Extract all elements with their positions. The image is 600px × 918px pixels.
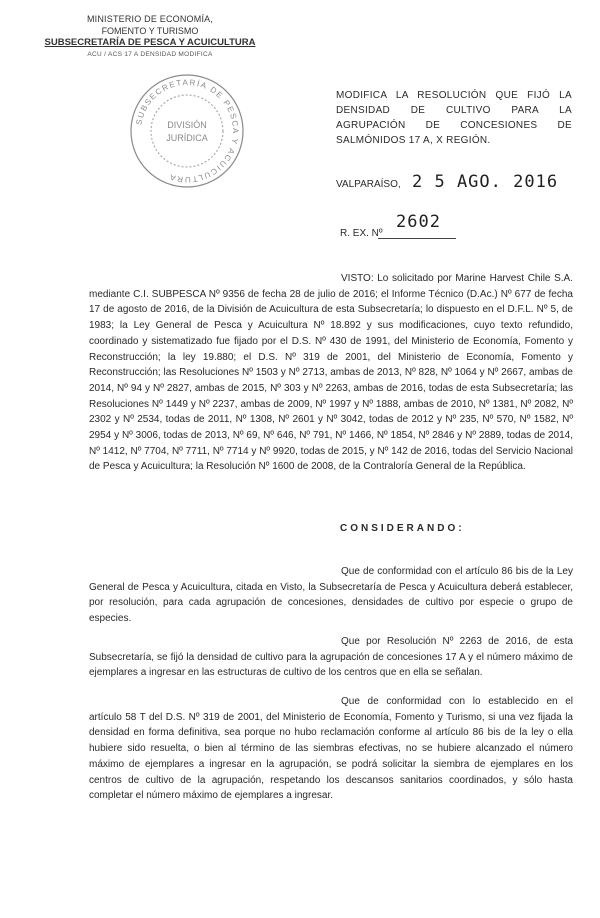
resolution-number-block [336, 212, 516, 240]
considerando-p2-text: Que por Resolución Nº 2263 de 2016, de esta Subsecretaría, se fijó la densidad de cultivo para la agrupación de concesiones 17 A y el número máximo de ejemplares a ingresar en las estructuras de cultivo de los centros que en ella se señalan. [89, 636, 573, 679]
resolution-number-label: R. EX. Nº [340, 228, 383, 239]
svg-text:SUBSECRETARÍA DE PESCA Y ACUIC [134, 78, 240, 184]
visto-lead: VISTO: [341, 273, 374, 284]
considerando-p3-text: Que de conformidad con lo establecido en el artículo 58 T del D.S. Nº 319 de 2001, del Ministerio de Economía, Fomento y Turismo, si una vez fijada la densidad en forma definitiva, sea porque no hubo reclamación conforme al artículo 86 bis de la ley o ella hubiere sido resuelta, o bien al término de las siembras efectivas, no se hubiere alcanzado el número máximo de ejemplares a ingresar en la agrupación, se podrá solicitar la siembra de ejemplares en los centros de cultivo de la agrupación, respetando los descansos sanitarios coordinados, y sólo hasta completar el número máximo de ejemplares a ingresar. [89, 696, 573, 802]
resolution-number-underline [378, 238, 456, 239]
division-stamp [126, 70, 248, 192]
considerando-p1-text: Que de conformidad con el artículo 86 bis de la Ley General de Pesca y Acuicultura, citada en Visto, la Subsecretaría de Pesca y Acuicultura deberá establecer, por resolución, para cada agrupación de concesiones, densidades de cultivo por especie o grupo de especies. [89, 566, 573, 625]
stamp-ring-text: SUBSECRETARÍA DE PESCA Y ACUICULTURA [134, 77, 241, 185]
visto-text: Lo solicitado por Marine Harvest Chile S.A. mediante C.I. SUBPESCA Nº 9356 de fecha 28 de julio de 2016; el Informe Técnico (D.Ac.) Nº 677 de fecha 17 de agosto de 2016, de la División de Acuicultura de esta Subsecretaría; lo dispuesto en el D.F.L. Nº 5, de 1983; la Ley General de Pesca y Acuicultura Nº 18.892 y sus modificaciones, cuyo texto refundido, coordinado y sistematizado fue fijado por el D.S. Nº 430 de 1991, del Ministerio de Economía, Fomento y Reconstrucción; la ley 19.880; el D.S. Nº 319 de 2001, del Ministerio de Economía, Fomento y Reconstrucción; las Resoluciones Nº 1503 y Nº 2713, ambas de 2013, Nº 828, Nº 1064 y Nº 2667, ambas de 2014, Nº 94 y Nº 2827, ambas de 2015, Nº 303 y Nº 2263, ambas de 2016, todas de esta Subsecretaría; las Resoluciones Nº 1449 y Nº 2237, ambas de 2009, Nº 1997 y Nº 1888, ambas de 2010, Nº 1381, Nº 2082, Nº 2302 y Nº 2534, todas de 2011, Nº 1308, Nº 2601 y Nº 3042, todas de 2012 y Nº 235, Nº 570, Nº 1582, Nº 2954 y Nº 3006, todas de 2013, Nº 69, Nº 646, Nº 791, Nº 1466, Nº 1854, Nº 2846 y Nº 2889, todas de 2014, Nº 1412, Nº 7704, Nº 7711, Nº 7714 y Nº 9920, todas de 2015, y Nº 142 de 2016, todas del Servicio Nacional de Pesca y Acuicultura; la Resolución Nº 1600 de 2008, de la Contraloría General de la República. [89, 273, 574, 473]
reference-code: ACU / ACS 17 A DENSIDAD MODIFICA [87, 50, 213, 58]
stamp-center-line-1: DIVISIÓN [167, 120, 207, 130]
issuer-header [0, 14, 300, 60]
dateline [336, 172, 576, 196]
considerando-heading: CONSIDERANDO: [340, 523, 465, 534]
undersecretariat-line: SUBSECRETARÍA DE PESCA Y ACUICULTURA [44, 37, 256, 48]
considerando-paragraph-2 [89, 634, 573, 681]
ministry-line-1: MINISTERIO DE ECONOMÍA, [86, 14, 214, 24]
visto-paragraph [89, 271, 573, 475]
dateline-place: VALPARAÍSO, [336, 179, 401, 190]
considerando-paragraph-1 [89, 564, 573, 627]
dateline-date-stamp: 2 5 AGO. 2016 [412, 172, 559, 192]
resolution-subject: MODIFICA LA RESOLUCIÓN QUE FIJÓ LA DENSIDAD DE CULTIVO PARA LA AGRUPACIÓN DE CONCESIONES DE SALMÓNIDOS 17 A, X REGIÓN. [336, 90, 572, 146]
stamp-center-line-2: JURÍDICA [166, 133, 208, 143]
stamp-outer-ring [131, 75, 243, 187]
resolution-number: 2602 [396, 212, 441, 232]
considerando-paragraph-3 [89, 694, 573, 804]
ministry-line-2: FOMENTO Y TURISMO [101, 25, 199, 36]
stamp-inner-ring [151, 95, 223, 167]
